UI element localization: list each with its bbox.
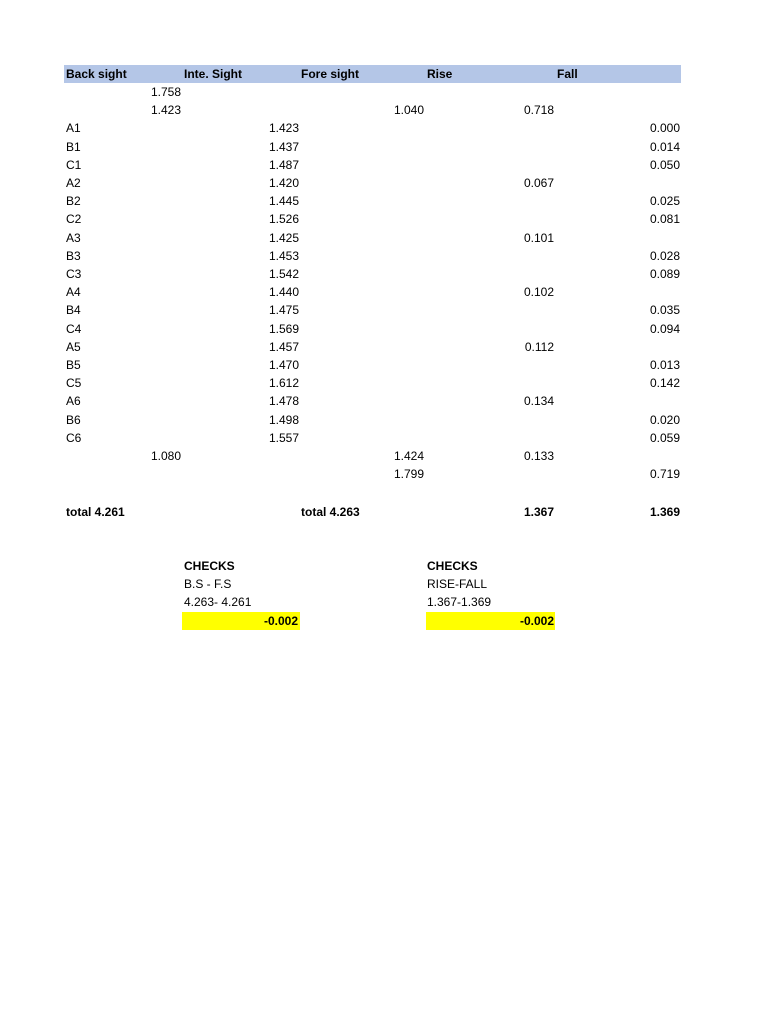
cell-inte-sight: 1.437 [268,139,299,154]
cell-station: B4 [66,303,81,318]
cell-fall: 0.020 [649,412,680,427]
cell-station: C1 [66,157,82,172]
cell-rise: 0.112 [524,339,554,354]
cell-station: B3 [66,248,81,263]
cell-back-sight: 1.423 [150,103,181,118]
cell-station: A5 [66,339,81,354]
total-fall: 1.369 [649,505,680,519]
cell-inte-sight: 1.445 [268,194,299,209]
cell-rise: 0.067 [523,176,554,190]
cell-station: A1 [66,121,81,136]
cell-fall: 0.050 [649,157,680,172]
cell-fall: 0.094 [649,321,680,336]
header-inte-sight: Inte. Sight [184,67,242,81]
cell-fall: 0.081 [649,212,680,227]
checks-right-result: -0.002 [519,614,554,628]
cell-station: C5 [66,376,82,391]
cell-inte-sight: 1.569 [268,321,299,336]
cell-inte-sight: 1.423 [268,121,299,136]
cell-back-sight: 1.758 [150,85,181,99]
header-rise: Rise [427,67,453,81]
cell-rise: 0.102 [523,285,554,300]
cell-station: A6 [66,394,81,409]
header-fore-sight: Fore sight [301,67,360,81]
cell-fall: 0.014 [649,139,680,154]
cell-inte-sight: 1.425 [268,230,299,245]
cell-inte-sight: 1.557 [268,430,299,445]
checks-right-expression: 1.367-1.369 [427,595,492,609]
header-back-sight: Back sight [66,67,127,81]
cell-inte-sight: 1.420 [268,176,299,190]
cell-station: C2 [66,212,82,227]
total-back-sight: total 4.261 [66,505,125,519]
cell-inte-sight: 1.498 [268,412,299,427]
cell-station: B1 [66,139,81,154]
cell-inte-sight: 1.478 [268,394,299,409]
checks-right-formula: RISE-FALL [427,577,488,591]
checks-right-title: CHECKS [427,559,478,573]
cell-fall: 0.089 [649,267,680,281]
checks-left-result: -0.002 [263,614,298,628]
cell-station: B5 [66,358,81,372]
cell-inte-sight: 1.542 [268,267,299,281]
cell-inte-sight: 1.453 [268,248,299,263]
cell-fore-sight: 1.799 [393,467,424,482]
checks-left-expression: 4.263- 4.261 [184,595,252,609]
cell-inte-sight: 1.470 [268,358,299,372]
cell-rise: 0.134 [523,394,554,409]
cell-fall: 0.025 [649,194,680,209]
header-band [64,65,681,83]
total-rise: 1.367 [523,505,554,519]
cell-rise: 0.101 [523,230,554,245]
cell-inte-sight: 1.612 [268,376,299,391]
header-fall: Fall [557,67,578,81]
cell-inte-sight: 1.457 [268,339,299,354]
cell-inte-sight: 1.526 [268,212,299,227]
cell-fore-sight: 1.424 [393,449,424,463]
cell-station: C6 [66,430,82,445]
cell-station: B6 [66,412,81,427]
cell-fall: 0.013 [649,358,680,372]
cell-station: C4 [66,321,82,336]
cell-station: A3 [66,230,81,245]
total-fore-sight: total 4.263 [301,505,360,519]
cell-inte-sight: 1.487 [268,157,299,172]
cell-inte-sight: 1.440 [268,285,299,300]
cell-back-sight: 1.080 [150,449,181,463]
cell-rise: 0.718 [523,103,554,118]
cell-inte-sight: 1.475 [268,303,299,318]
cell-station: A4 [66,285,81,300]
cell-fall: 0.035 [649,303,680,318]
cell-station: B2 [66,194,81,209]
cell-fall: 0.028 [649,248,680,263]
cell-fall: 0.719 [649,467,680,482]
cell-fore-sight: 1.040 [393,103,424,118]
checks-left-formula: B.S - F.S [184,577,232,591]
cell-fall: 0.000 [649,121,680,136]
checks-left-title: CHECKS [184,559,235,573]
cell-fall: 0.059 [649,430,680,445]
cell-fall: 0.142 [649,376,680,391]
cell-rise: 0.133 [523,449,554,463]
cell-station: A2 [66,176,81,190]
cell-station: C3 [66,267,82,281]
